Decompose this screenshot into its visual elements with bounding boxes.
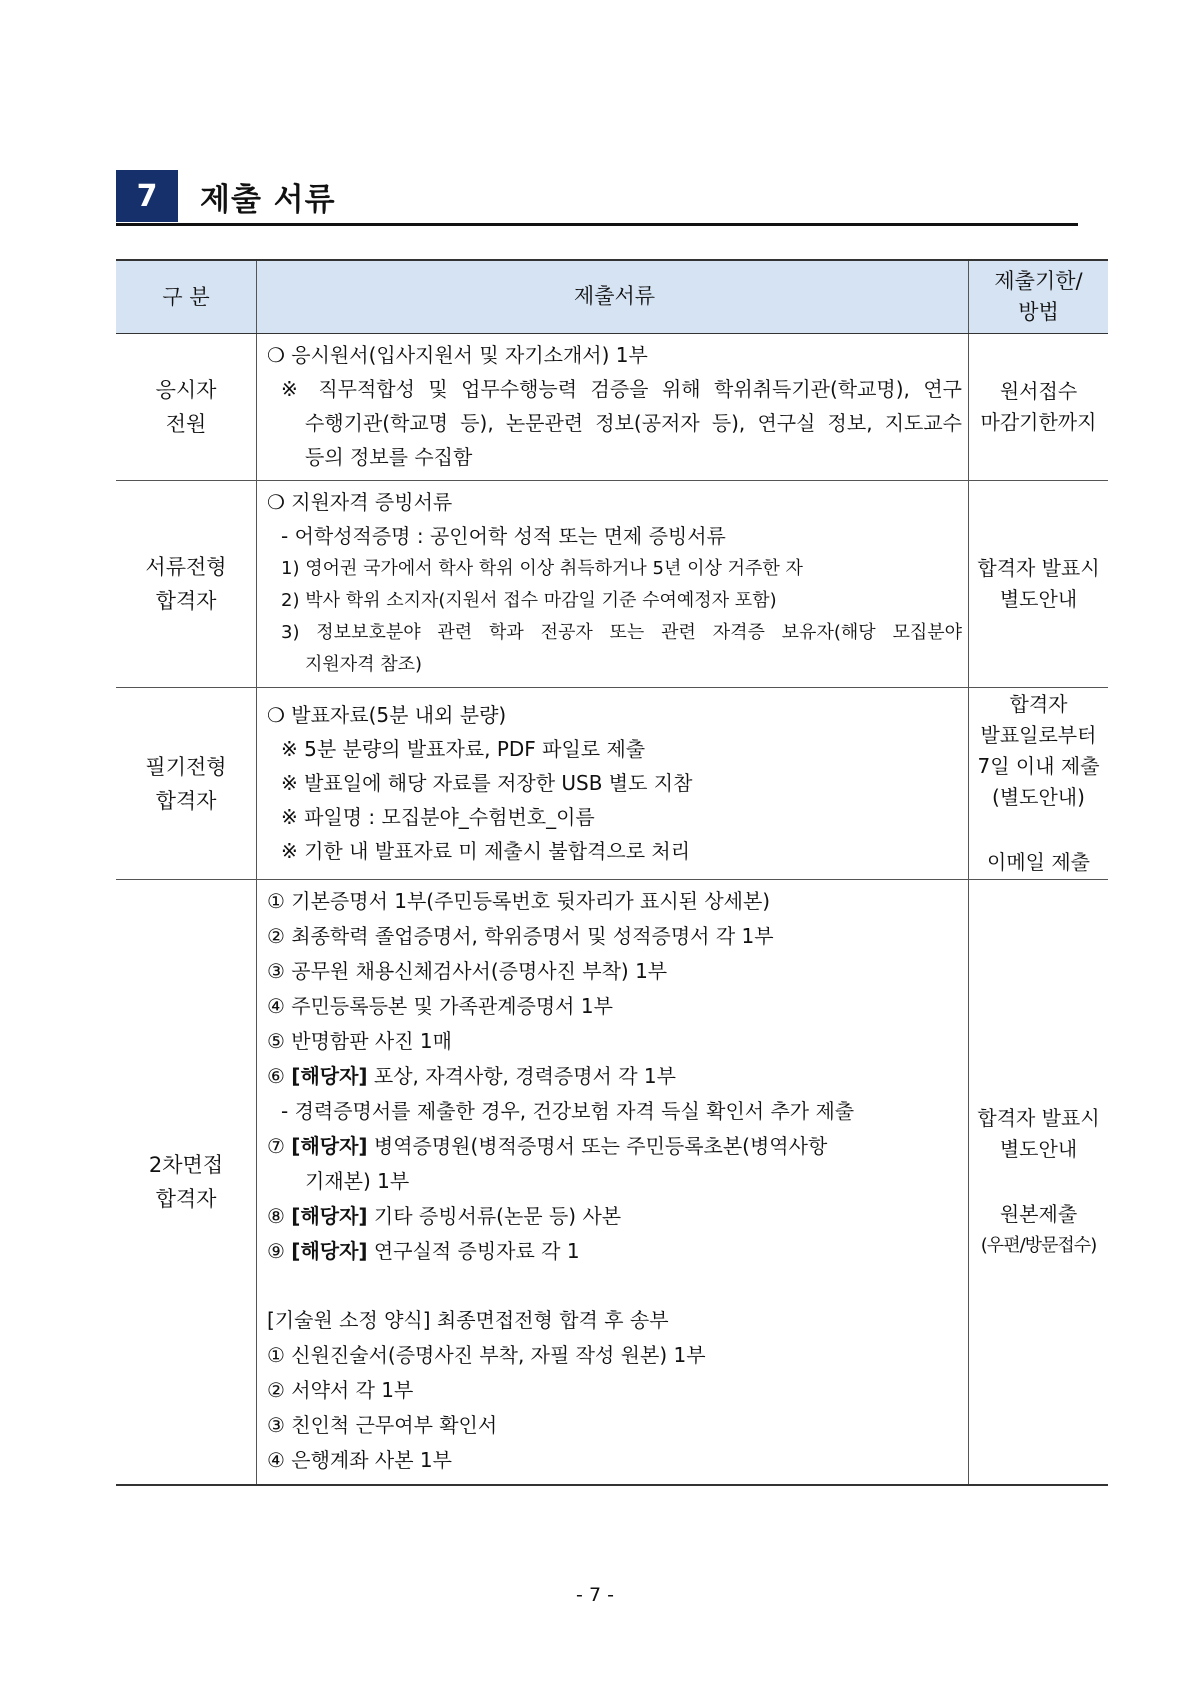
section-title: 제출 서류 xyxy=(200,182,336,218)
deadline-line: (우편/방문접수) xyxy=(980,1235,1097,1256)
deadline-line: 합격자 xyxy=(1009,692,1068,716)
doc-line: ※ 5분 분량의 발표자료, PDF 파일로 제출 xyxy=(281,736,646,761)
doc-line: 기재본) 1부 xyxy=(305,1169,410,1193)
row-deadline xyxy=(969,481,1109,688)
doc-line: 1) 영어권 국가에서 학사 학위 이상 취득하거나 5년 이상 거주한 자 xyxy=(281,558,803,579)
deadline-spacer xyxy=(970,813,1107,847)
row-deadline xyxy=(969,688,1109,880)
page-number: - 7 - xyxy=(576,1584,614,1606)
doc-line: ※ 파일명 : 모집분야_수험번호_이름 xyxy=(281,804,595,829)
row-category xyxy=(116,481,257,688)
doc-line: 2) 박사 학위 소지자(지원서 접수 마감일 기준 수여예정자 포함) xyxy=(281,590,777,611)
header-category: 구 분 xyxy=(116,260,257,334)
doc-line: ② 서약서 각 1부 xyxy=(267,1378,414,1402)
doc-line: ④ 주민등록등본 및 가족관계증명서 1부 xyxy=(267,994,613,1018)
category-line: 필기전형 xyxy=(145,754,227,779)
doc-line: ❍ 응시원서(입사지원서 및 자기소개서) 1부 xyxy=(267,343,648,367)
deadline-line: 별도안내 xyxy=(999,587,1078,611)
row-category xyxy=(116,880,257,1486)
doc-line: [기술원 소정 양식] 최종면접전형 합격 후 송부 xyxy=(267,1308,669,1332)
doc-line xyxy=(267,1234,962,1269)
table-row xyxy=(116,481,1108,688)
category-line: 2차면접 xyxy=(148,1153,224,1177)
deadline-line: (별도안내) xyxy=(992,785,1085,809)
doc-line: - 어학성적증명 : 공인어학 성적 또는 면제 증빙서류 xyxy=(281,524,726,548)
row-category xyxy=(116,334,257,481)
section-number: 7 xyxy=(116,170,178,222)
doc-line xyxy=(267,1199,962,1234)
header-deadline-line2: 방법 xyxy=(1018,300,1059,324)
deadline-line: 이메일 제출 xyxy=(987,850,1090,874)
doc-line: ❍ 지원자격 증빙서류 xyxy=(267,490,453,514)
item-text: 기타 증빙서류(논문 등) 사본 xyxy=(367,1204,622,1228)
applicable-tag: [해당자] xyxy=(291,1064,368,1088)
doc-line: ① 신원진술서(증명사진 부착, 자필 작성 원본) 1부 xyxy=(267,1343,706,1367)
documents-table xyxy=(116,259,1108,1486)
doc-line: - 경력증명서를 제출한 경우, 건강보험 자격 득실 확인서 추가 제출 xyxy=(281,1099,855,1123)
header-documents: 제출서류 xyxy=(257,260,969,334)
applicable-tag: [해당자] xyxy=(291,1134,368,1158)
doc-line: ※ 기한 내 발표자료 미 제출시 불합격으로 처리 xyxy=(281,838,691,863)
doc-line: ① 기본증명서 1부(주민등록번호 뒷자리가 표시된 상세본) xyxy=(267,889,771,913)
category-line: 서류전형 xyxy=(145,555,227,579)
doc-line: ③ 친인척 근무여부 확인서 xyxy=(267,1413,498,1437)
section-header xyxy=(116,170,1078,226)
doc-line: 수행기관(학교명 등), 논문관련 정보(공저자 등), 연구실 정보, 지도교수 xyxy=(305,411,962,435)
row-documents xyxy=(257,481,969,688)
item-mark: ⑥ xyxy=(267,1064,292,1088)
doc-line: 등의 정보를 수집함 xyxy=(305,445,473,469)
doc-line xyxy=(267,1059,962,1094)
doc-line: ③ 공무원 채용신체검사서(증명사진 부착) 1부 xyxy=(267,959,668,983)
deadline-line: 별도안내 xyxy=(999,1137,1078,1161)
section-underline xyxy=(116,223,1078,226)
applicable-tag: [해당자] xyxy=(291,1239,368,1263)
category-line: 합격자 xyxy=(155,1187,217,1211)
deadline-line: 합격자 발표시 xyxy=(977,1106,1100,1130)
row-documents xyxy=(257,334,969,481)
header-deadline-line1: 제출기한/ xyxy=(994,269,1083,293)
table-header-row xyxy=(116,260,1108,334)
deadline-line: 원본제출 xyxy=(999,1202,1078,1226)
item-mark: ⑦ xyxy=(267,1134,292,1158)
header-deadline xyxy=(969,260,1109,334)
category-line: 합격자 xyxy=(155,589,217,613)
deadline-line: 발표일로부터 xyxy=(980,723,1097,747)
deadline-line: 합격자 발표시 xyxy=(977,556,1100,580)
doc-line: ❍ 발표자료(5분 내외 분량) xyxy=(267,702,507,727)
doc-line: 3) 정보보호분야 관련 학과 전공자 또는 관련 자격증 보유자(해당 모집분야 xyxy=(281,622,962,643)
row-category xyxy=(116,688,257,880)
category-line: 합격자 xyxy=(155,788,217,813)
item-text: 포상, 자격사항, 경력증명서 각 1부 xyxy=(367,1064,676,1088)
item-text: 병역증명원(병적증명서 또는 주민등록초본(병역사항 xyxy=(367,1134,828,1158)
deadline-spacer xyxy=(970,1165,1107,1199)
row-deadline xyxy=(969,880,1109,1486)
doc-spacer xyxy=(267,1269,962,1303)
doc-line: ※ 직무적합성 및 업무수행능력 검증을 위해 학위취득기관(학교명), 연구 xyxy=(281,377,962,401)
deadline-line: 7일 이내 제출 xyxy=(977,754,1100,778)
doc-line: ※ 발표일에 해당 자료를 저장한 USB 별도 지참 xyxy=(281,770,693,795)
row-documents xyxy=(257,880,969,1486)
doc-line: ⑤ 반명함판 사진 1매 xyxy=(267,1029,452,1053)
doc-line: ④ 은행계좌 사본 1부 xyxy=(267,1448,452,1472)
row-documents xyxy=(257,688,969,880)
table-row xyxy=(116,880,1108,1486)
category-line: 응시자 xyxy=(155,378,217,402)
table-row xyxy=(116,334,1108,481)
item-text: 연구실적 증빙자료 각 1 xyxy=(367,1239,580,1263)
deadline-line: 마감기한까지 xyxy=(980,410,1097,434)
item-mark: ⑨ xyxy=(267,1239,292,1263)
row-deadline xyxy=(969,334,1109,481)
table-row xyxy=(116,688,1108,880)
item-mark: ⑧ xyxy=(267,1204,292,1228)
deadline-line: 원서접수 xyxy=(999,379,1078,403)
category-line: 전원 xyxy=(165,412,207,436)
doc-line: ② 최종학력 졸업증명서, 학위증명서 및 성적증명서 각 1부 xyxy=(267,924,774,948)
doc-line xyxy=(267,1129,962,1164)
applicable-tag: [해당자] xyxy=(291,1204,368,1228)
doc-line: 지원자격 참조) xyxy=(305,654,423,675)
